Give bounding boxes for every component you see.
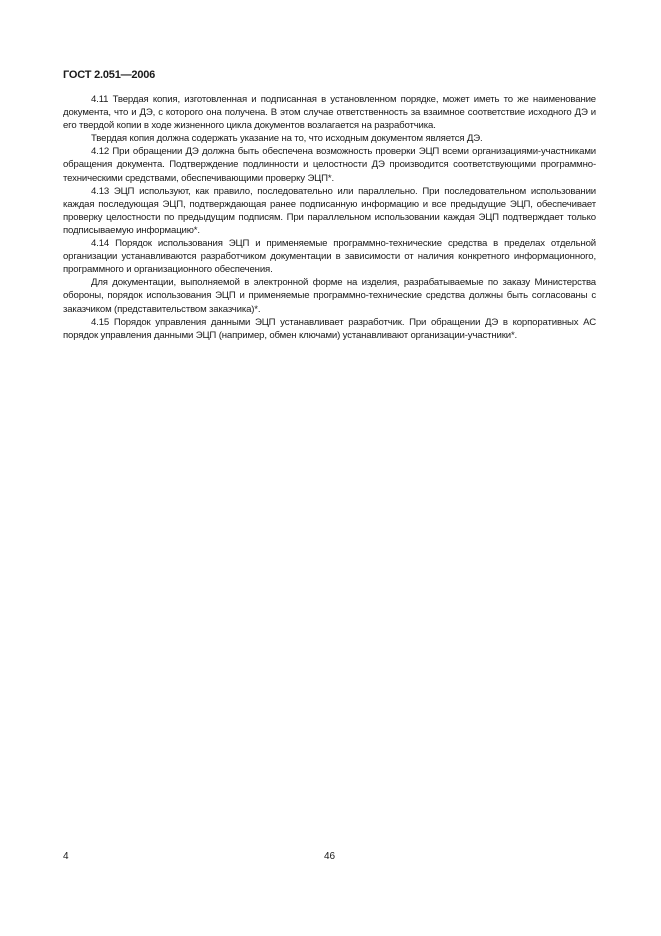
sheet-number: 46 xyxy=(324,851,336,862)
paragraph-4-13: 4.13 ЭЦП используют, как правило, последовательно или параллельно. При последовательном использовании каждая последующая ЭЦП, подтверждающая ранее подписанную информацию и все предыдущие ЭЦП, обеспечивает проверку целостности по предыдущим подписям. При параллельном использовании каждая ЭЦП подтверждает только подписываемую информацию*. xyxy=(63,185,596,236)
document-header: ГОСТ 2.051—2006 xyxy=(63,69,156,81)
paragraph-4-14-defense: Для документации, выполняемой в электронной форме на изделия, разрабатываемые по заказу Министерства обороны, порядок использования ЭЦП и применяемые программно-технические средства должны быть согласованы с заказчиком (представительством заказчика)*. xyxy=(63,277,596,315)
document-body xyxy=(63,93,596,342)
paragraph-4-11: 4.11 Твердая копия, изготовленная и подписанная в установленном порядке, может иметь то же наименование документа, что и ДЭ, с которого она получена. В этом случае ответственность за взаимное соответствие исходного ДЭ и его твердой копии в ходе жизненного цикла документов возлагается на разработчика. xyxy=(63,94,596,132)
paragraph-4-11-note: Твердая копия должна содержать указание на то, что исходным документом является ДЭ. xyxy=(91,133,483,145)
paragraph-4-12: 4.12 При обращении ДЭ должна быть обеспечена возможность проверки ЭЦП всеми организациями-участниками обращения документа. Подтверждение подлинности и целостности ДЭ производится соответствующими программно-техническими средствами, обеспечивающими проверку ЭЦП*. xyxy=(63,146,596,184)
page-number: 4 xyxy=(63,851,69,862)
paragraph-4-15: 4.15 Порядок управления данными ЭЦП устанавливает разработчик. При обращении ДЭ в корпоративных АС порядок управления данными ЭЦП (например, обмен ключами) устанавливают организации-участники*. xyxy=(63,316,596,341)
paragraph-4-14: 4.14 Порядок использования ЭЦП и применяемые программно-технические средства в пределах отдельной организации устанавливаются разработчиком документации в зависимости от наличия конкретного информационного, программного и организационного обеспечения. xyxy=(63,238,596,276)
